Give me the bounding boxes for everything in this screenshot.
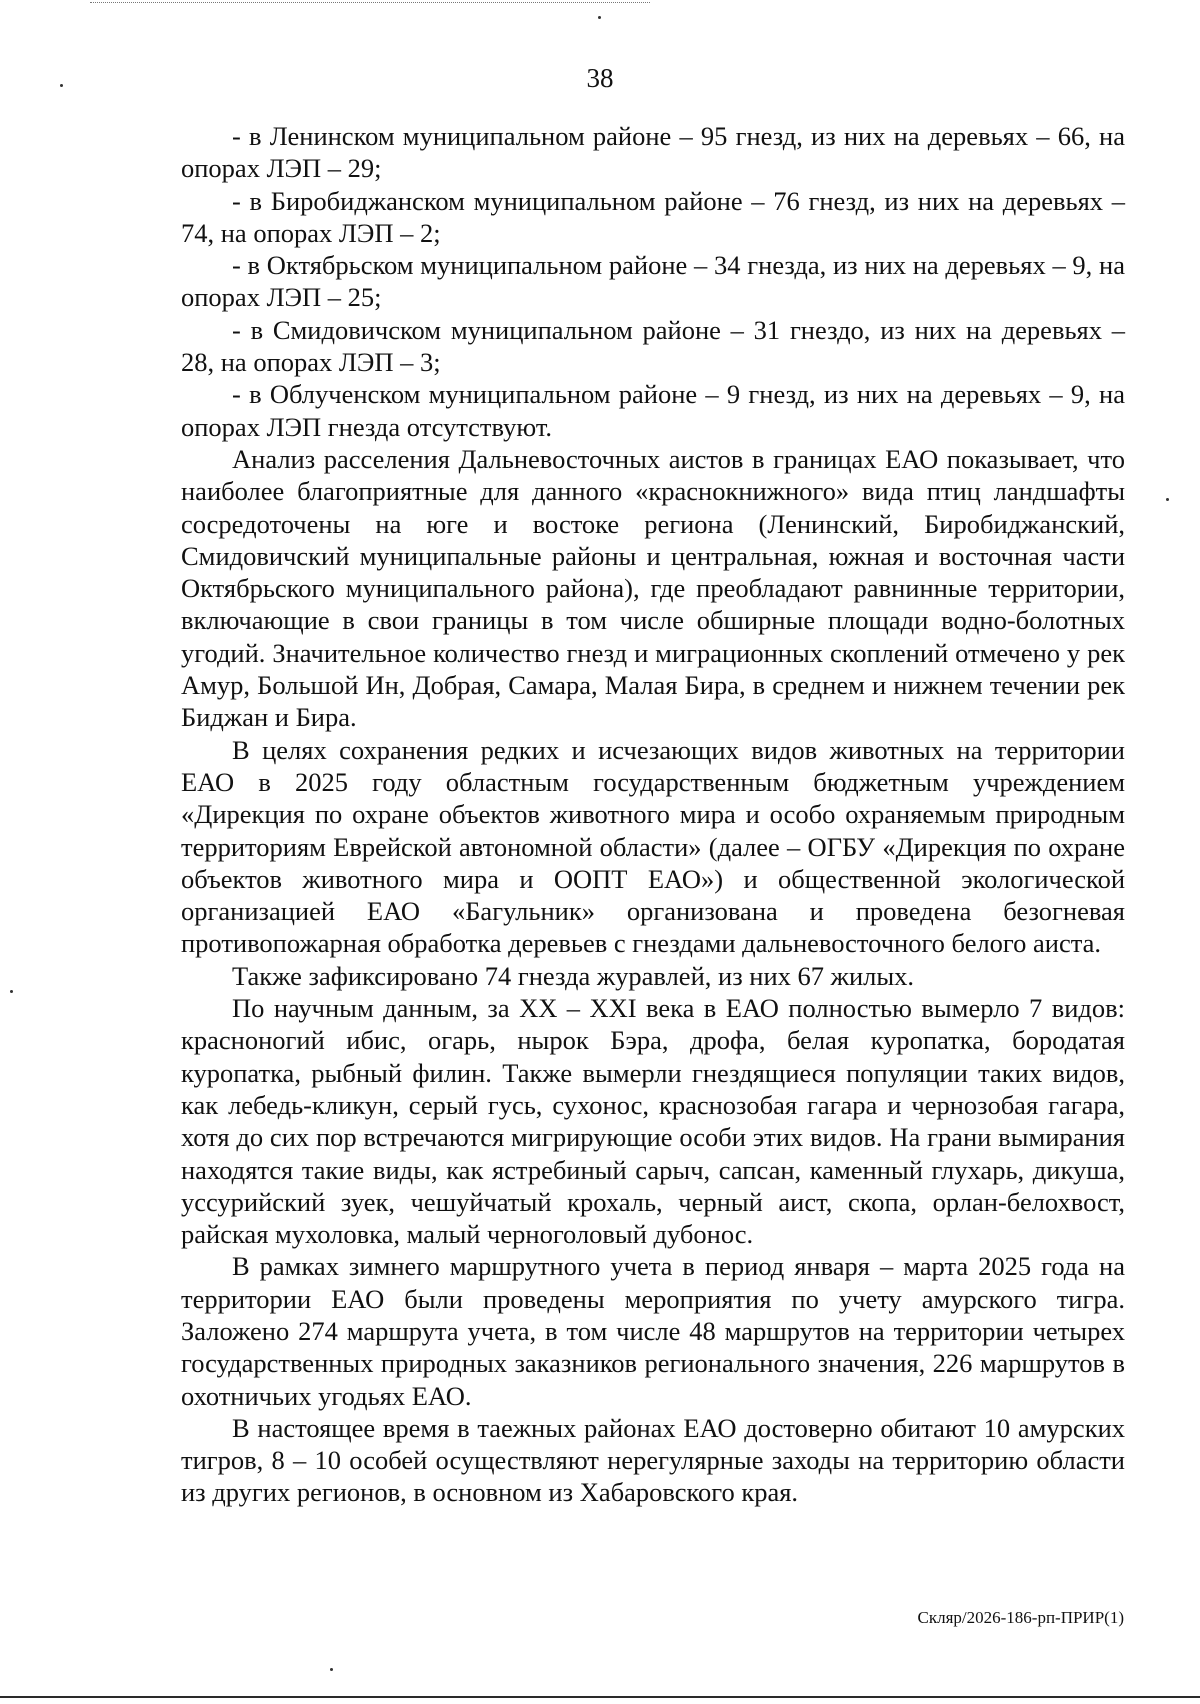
scan-edge-bottom bbox=[0, 1696, 1200, 1698]
paragraph-extinct-species: По научным данным, за XX – XXI века в ЕАО полностью вымерло 7 видов: красноногий ибис, огарь, нырок Бэра, дрофа, белая куропатка, бородатая куропатка, рыбный филин. Также вымерли гнездящиеся популяции таких видов, как лебедь-кликун, серый гусь, сухонос, краснозобая гагара и чернозобая гагара, хотя до сих пор встречаются мигрирующие особи этих видов. На грани вымирания находятся такие виды, как ястребиный сарыч, сапсан, каменный глухарь, дикуша, уссурийский зуек, чешуйчатый крохаль, черный аист, скопа, орлан-белохвост, райская мухоловка, малый черноголовый дубонос. bbox=[181, 993, 1125, 1250]
scan-speck bbox=[330, 1668, 333, 1671]
paragraph-leninsky: - в Ленинском муниципальном районе – 95 гнезд, из них на деревьях – 66, на опорах ЛЭП – 29; bbox=[181, 121, 1125, 184]
paragraph-conservation-measures: В целях сохранения редких и исчезающих видов животных на территории ЕАО в 2025 году областным государственным бюджетным учреждением «Дирекция по охране объектов животного мира и особо охраняемым природным территориям Еврейской автономной области» (далее – ОГБУ «Дирекция по охране объектов животного мира и ООПТ ЕАО») и общественной экологической организацией ЕАО «Багульник» организована и проведена безогневая противопожарная обработка деревьев с гнездами дальневосточного белого аиста. bbox=[181, 734, 1125, 959]
paragraph-smidovichsky: - в Смидовичском муниципальном районе – 31 гнездо, из них на деревьях – 28, на опорах ЛЭП – 3; bbox=[181, 314, 1125, 378]
paragraph-birobidzhansky: - в Биробиджанском муниципальном районе – 76 гнезд, из них на деревьях – 74, на опорах ЛЭП – 2; bbox=[181, 185, 1125, 248]
scan-speck bbox=[598, 16, 601, 19]
scan-edge-top bbox=[90, 2, 650, 4]
paragraph-tiger-population: В настоящее время в таежных районах ЕАО достоверно обитают 10 амурских тигров, 8 – 10 особей осуществляют нерегулярные заходы на территорию области из других регионов, в основном из Хабаровского края. bbox=[181, 1412, 1125, 1508]
paragraph-stork-analysis: Анализ расселения Дальневосточных аистов в границах ЕАО показывает, что наиболее благоприятные для данного «краснокнижного» вида птиц ландшафты сосредоточены на юге и востоке региона (Ленинский, Биробиджанский, Смидовичский муниципальные районы и центральная, южная и восточная части Октябрьского муниципального района), где преобладают равнинные территории, включающие в свои границы в том числе обширные площади водно-болотных угодий. Значительное количество гнезд и миграционных скоплений отмечено у рек Амур, Большой Ин, Добрая, Самара, Малая Бира, в среднем и нижнем течении рек Биджан и Бира. bbox=[181, 443, 1125, 733]
scan-speck bbox=[60, 84, 63, 87]
paragraph-oktyabrsky: - в Октябрьском муниципальном районе – 34 гнезда, из них на деревьях – 9, на опорах ЛЭП – 25; bbox=[181, 250, 1125, 313]
scan-speck bbox=[10, 990, 13, 993]
paragraph-cranes: Также зафиксировано 74 гнезда журавлей, из них 67 жилых. bbox=[232, 960, 915, 991]
body-text bbox=[181, 120, 1125, 1509]
paragraph-tiger-survey: В рамках зимнего маршрутного учета в период января – марта 2025 года на территории ЕАО были проведены мероприятия по учету амурского тигра. Заложено 274 маршрута учета, в том числе 48 маршрутов на территории четырех государственных природных заказников регионального значения, 226 маршрутов в охотничьих угодьях ЕАО. bbox=[181, 1251, 1125, 1411]
document-registration-code: Скляр/2026-186-рп-ПРИР(1) bbox=[917, 1608, 1124, 1627]
paragraph-obluchensky: - в Облученском муниципальном районе – 9 гнезд, из них на деревьях – 9, на опорах ЛЭП гнезда отсутствуют. bbox=[181, 379, 1125, 442]
page-number: 38 bbox=[586, 63, 614, 93]
scan-speck bbox=[1166, 498, 1169, 501]
